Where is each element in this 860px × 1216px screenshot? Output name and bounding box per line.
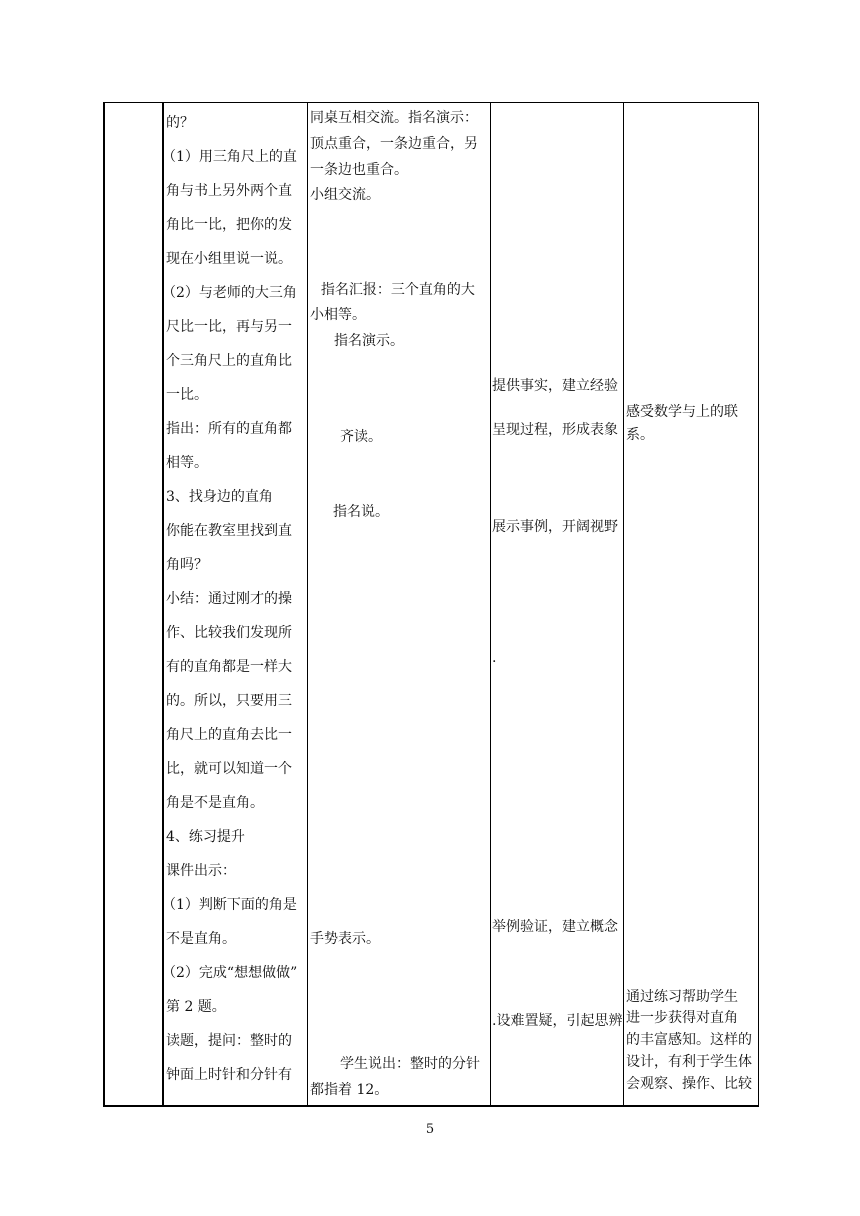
note-line: 的丰富感知。这样的 (626, 1032, 752, 1048)
note-line: 设计，有利于学生体 (626, 1054, 752, 1070)
process-line: （1）判断下面的角是 (162, 897, 297, 913)
note-line: 系。 (626, 427, 654, 443)
activity-line: 顶点重合，一条边重合，另 (310, 136, 478, 152)
process-line: 比，就可以知道一个 (166, 761, 292, 777)
intent-line: 展示事例，开阔视野 (492, 519, 618, 535)
process-line: 小结：通过刚才的操 (166, 591, 292, 607)
process-line: 第 2 题。 (166, 999, 226, 1015)
process-line: 的。所以，只要用三 (166, 693, 292, 709)
process-line: 角吗？ (166, 557, 208, 573)
intent-line: 提供事实，建立经验 (492, 378, 618, 394)
activity-line: 指名说。 (333, 504, 389, 520)
process-line: （2）完成“想想做做” (162, 965, 298, 981)
activity-line: 小组交流。 (310, 187, 380, 203)
process-line: 指出：所有的直角都 (166, 421, 292, 437)
column-divider-3 (490, 102, 491, 1107)
process-line: 4、练习提升 (166, 829, 245, 845)
process-line: （2）与老师的大三角 (162, 285, 297, 301)
column-divider-4 (623, 102, 624, 1107)
process-line: 3、找身边的直角 (166, 489, 273, 505)
process-line: 角比一比，把你的发 (166, 217, 292, 233)
process-line: 角尺上的直角去比一 (166, 727, 292, 743)
column-divider-2 (307, 102, 308, 1107)
process-line: 一比。 (166, 387, 208, 403)
intent-line: 呈现过程，形成表象 (492, 422, 618, 438)
note-line: 通过练习帮助学生 (626, 989, 738, 1005)
note-line: 感受数学与上的联 (626, 404, 738, 420)
process-line: 相等。 (166, 455, 208, 471)
table-top-border (103, 102, 759, 103)
activity-line: 小相等。 (310, 307, 366, 323)
note-line: 进一步获得对直角 (626, 1010, 738, 1026)
process-line: 个三角尺上的直角比 (166, 353, 292, 369)
intent-line: . (492, 650, 497, 666)
process-line: 现在小组里说一说。 (166, 251, 292, 267)
process-line: 课件出示： (166, 863, 236, 879)
intent-line: 举例验证，建立概念 (492, 919, 618, 935)
table-left-border (103, 102, 105, 1107)
process-line: 钟面上时针和分针有 (166, 1067, 292, 1083)
process-line: 你能在教室里找到直 (166, 523, 292, 539)
process-line: （1）用三角尺上的直 (162, 149, 297, 165)
process-line: 尺比一比，再与另一 (166, 319, 292, 335)
intent-line: .设难置疑，引起思辨 (492, 1013, 623, 1029)
process-line: 不是直角。 (166, 931, 236, 947)
activity-line: 齐读。 (340, 429, 382, 445)
activity-line: 都指着 12。 (310, 1082, 389, 1098)
process-line: 角与书上另外两个直 (166, 183, 292, 199)
table-right-border (758, 102, 759, 1107)
activity-line: 手势表示。 (310, 931, 380, 947)
activity-line: 学生说出：整时的分针 (340, 1056, 480, 1072)
page-number: 5 (425, 1122, 435, 1137)
process-line: 角是不是直角。 (166, 795, 264, 811)
activity-line: 指名汇报：三个直角的大 (312, 282, 475, 298)
process-line: 读题，提问：整时的 (166, 1033, 292, 1049)
activity-line: 指名演示。 (334, 333, 404, 349)
process-line: 有的直角都是一样大 (166, 659, 292, 675)
process-line: 的？ (166, 115, 194, 131)
activity-line: 同桌互相交流。指名演示： (310, 110, 478, 126)
note-line: 会观察、操作、比较 (626, 1076, 752, 1092)
process-line: 作、比较我们发现所 (166, 625, 292, 641)
column-divider-1 (162, 102, 164, 1107)
table-bottom-border (103, 1105, 759, 1107)
activity-line: 一条边也重合。 (310, 162, 408, 178)
